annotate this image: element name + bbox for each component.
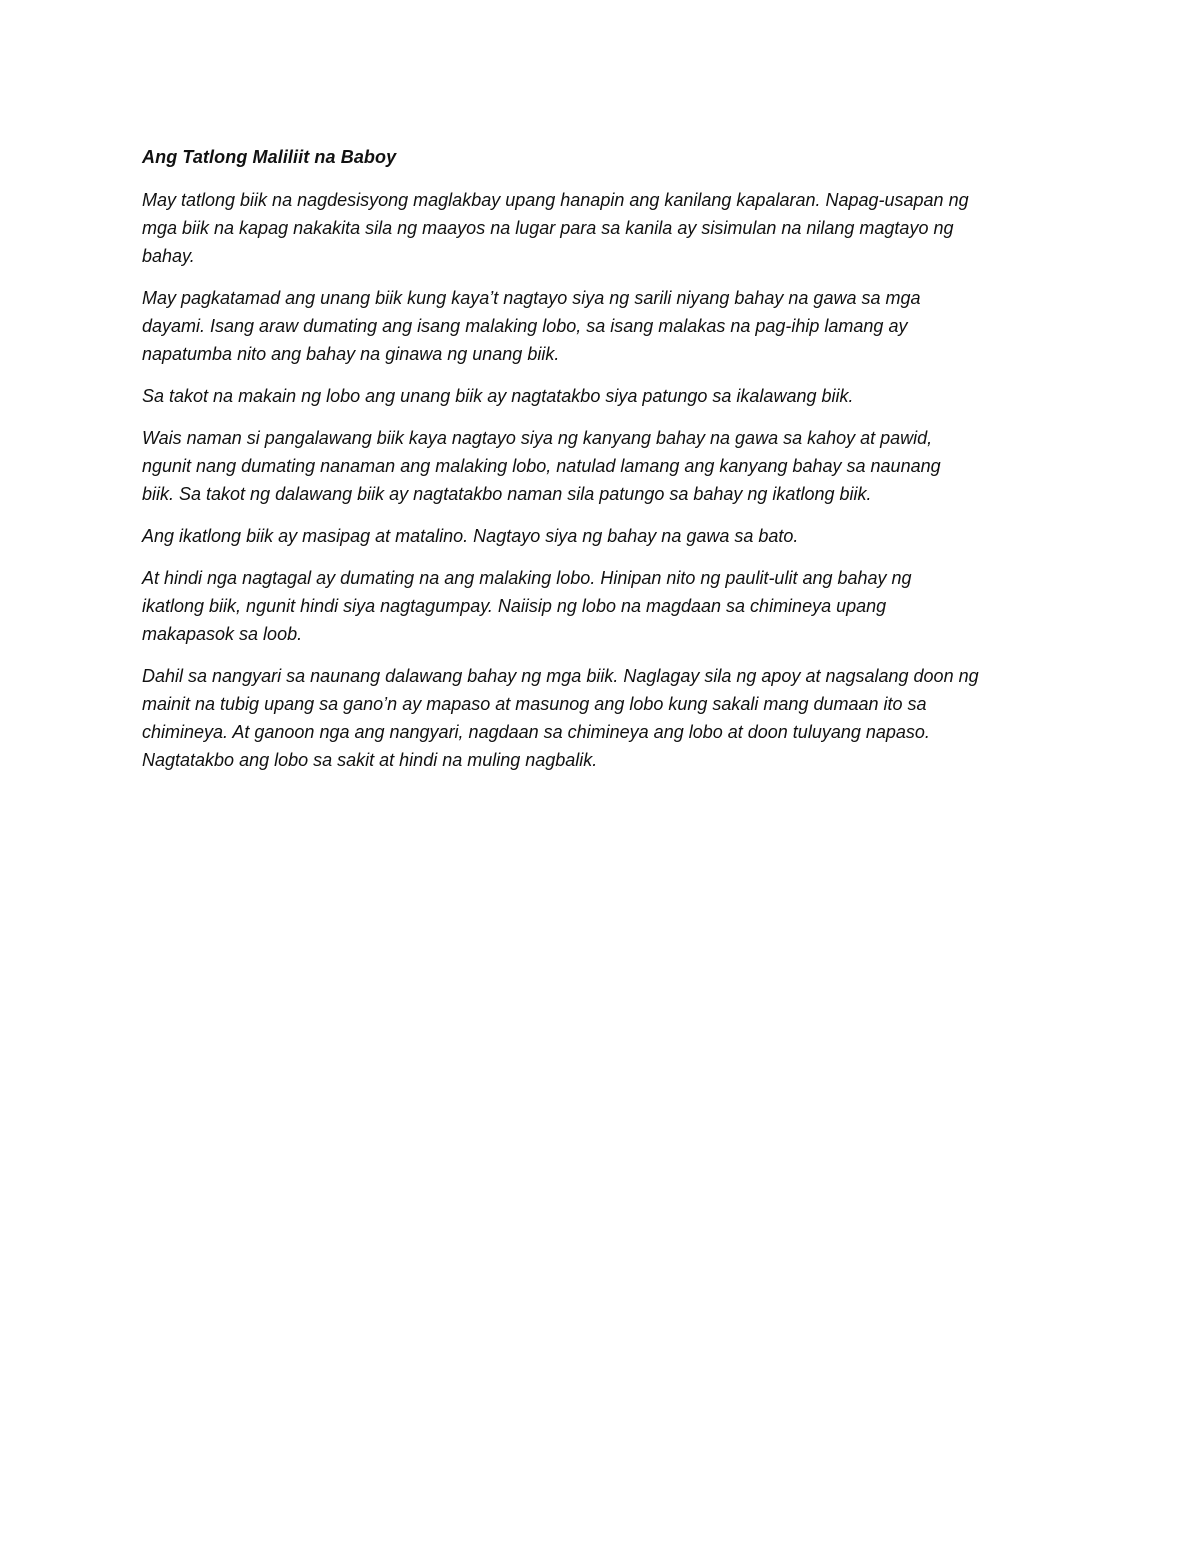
text-line: ikatlong biik, ngunit hindi siya nagtagumpay. Naiisip ng lobo na magdaan sa chimineya upang xyxy=(142,596,887,616)
text-line: napatumba nito ang bahay na ginawa ng unang biik. xyxy=(142,344,560,364)
document-body xyxy=(142,143,1072,788)
text-line: Ang ikatlong biik ay masipag at matalino. Nagtayo siya ng bahay na gawa sa bato. xyxy=(142,526,799,546)
text-line: biik. Sa takot ng dalawang biik ay nagtatakbo naman sila patungo sa bahay ng ikatlong biik. xyxy=(142,484,872,504)
story-paragraph xyxy=(142,186,1072,270)
text-line: dayami. Isang araw dumating ang isang malaking lobo, sa isang malakas na pag-ihip lamang ay xyxy=(142,316,908,336)
text-line: May tatlong biik na nagdesisyong maglakbay upang hanapin ang kanilang kapalaran. Napag-usapan ng xyxy=(142,190,969,210)
text-line: At hindi nga nagtagal ay dumating na ang malaking lobo. Hinipan nito ng paulit-ulit ang bahay ng xyxy=(142,568,912,588)
text-line: Wais naman si pangalawang biik kaya nagtayo siya ng kanyang bahay na gawa sa kahoy at pawid, xyxy=(142,428,933,448)
story-paragraph xyxy=(142,424,1072,508)
text-line: ngunit nang dumating nanaman ang malaking lobo, natulad lamang ang kanyang bahay sa naunang xyxy=(142,456,941,476)
text-line: Nagtatakbo ang lobo sa sakit at hindi na muling nagbalik. xyxy=(142,750,598,770)
text-line: mainit na tubig upang sa gano’n ay mapaso at masunog ang lobo kung sakali mang dumaan ito sa xyxy=(142,694,927,714)
story-paragraph xyxy=(142,382,1072,410)
text-line: makapasok sa loob. xyxy=(142,624,303,644)
story-paragraph xyxy=(142,564,1072,648)
story-title: Ang Tatlong Maliliit na Baboy xyxy=(142,147,397,167)
story-paragraph xyxy=(142,522,1072,550)
text-line: bahay. xyxy=(142,246,195,266)
text-line: mga biik na kapag nakakita sila ng maayos na lugar para sa kanila ay sisimulan na nilang magtayo ng xyxy=(142,218,954,238)
story-paragraph xyxy=(142,284,1072,368)
text-line: Sa takot na makain ng lobo ang unang biik ay nagtatakbo siya patungo sa ikalawang biik. xyxy=(142,386,854,406)
text-line: May pagkatamad ang unang biik kung kaya’t nagtayo siya ng sarili niyang bahay na gawa sa mga xyxy=(142,288,921,308)
story-paragraph xyxy=(142,662,1072,774)
text-line: Dahil sa nangyari sa naunang dalawang bahay ng mga biik. Naglagay sila ng apoy at nagsalang doon ng xyxy=(142,666,979,686)
text-line: chimineya. At ganoon nga ang nangyari, nagdaan sa chimineya ang lobo at doon tuluyang napaso. xyxy=(142,722,930,742)
